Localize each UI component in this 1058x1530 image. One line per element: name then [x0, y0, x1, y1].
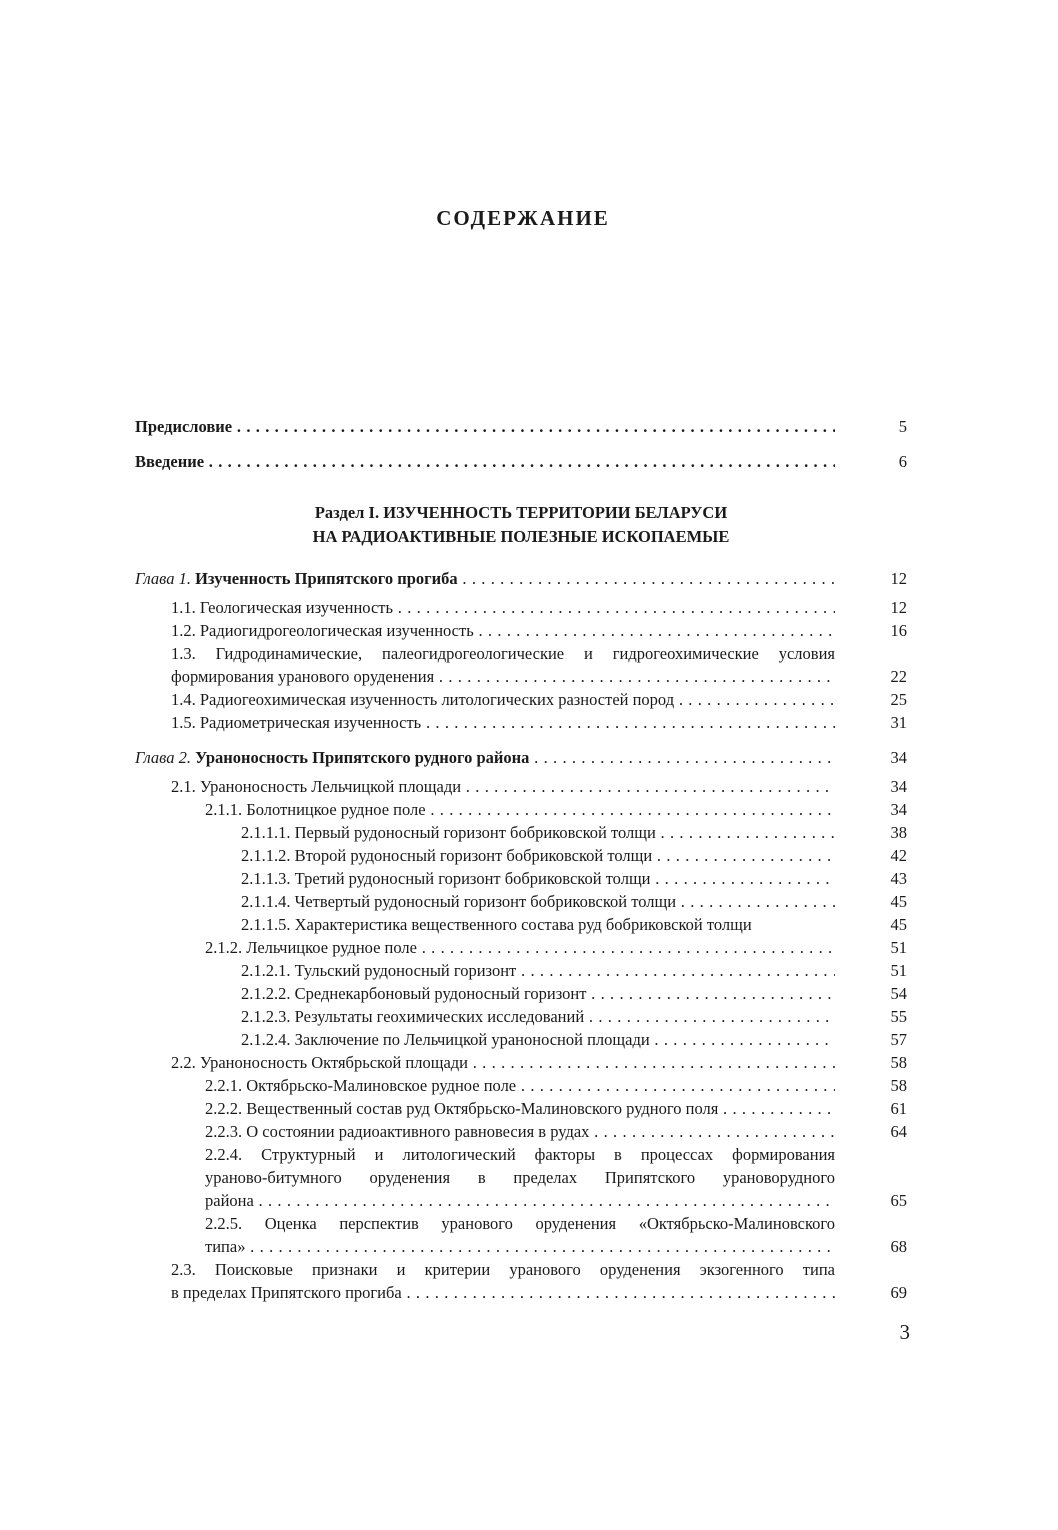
toc-entry[interactable] — [135, 982, 907, 1005]
toc-label: 2.2.3. О состоянии радиоактивного равновесия в рудах . . . — [205, 1120, 835, 1143]
toc-page: 34 — [890, 748, 907, 767]
toc-label: в пределах Припятского прогиба . . . — [171, 1281, 835, 1304]
toc-page: 68 — [890, 1237, 907, 1256]
toc-label: 2.1.2.3. Результаты геохимических исследований . . . — [241, 1005, 835, 1028]
toc-page: 45 — [890, 915, 907, 934]
toc-entry[interactable] — [135, 665, 907, 688]
toc-entry[interactable] — [135, 1281, 907, 1304]
toc-page: 57 — [890, 1030, 907, 1049]
toc-entry[interactable] — [171, 596, 907, 619]
toc-page: 45 — [890, 892, 907, 911]
toc-label: 1.2. Радиогидрогеологическая изученность . . . — [171, 619, 835, 642]
toc-entry[interactable] — [171, 619, 907, 642]
toc-page: 54 — [890, 984, 907, 1003]
toc-entry-preface[interactable] — [135, 415, 907, 438]
toc-page: 25 — [890, 690, 907, 709]
page-title: СОДЕРЖАНИЕ — [436, 206, 610, 230]
toc-label: 2.1.2. Лельчицкое рудное поле . . . — [205, 936, 835, 959]
toc-page: 61 — [890, 1099, 907, 1118]
toc-label — [135, 567, 835, 590]
toc-label: 1.1. Геологическая изученность . . . — [171, 596, 835, 619]
toc-label: района . . . — [205, 1189, 835, 1212]
toc-entry-line: 1.3. Гидродинамические, палеогидрогеологические и гидрогеохимические условия — [171, 644, 835, 663]
toc-label: формирования уранового оруденения . . . — [171, 665, 835, 688]
chapter-1-items — [171, 596, 907, 734]
toc-entry[interactable] — [135, 1097, 907, 1120]
toc-label: типа» . . . — [205, 1235, 835, 1258]
toc-entry[interactable] — [135, 867, 907, 890]
toc-label: 2.1.1.1. Первый рудоносный горизонт бобриковской толщи . . . — [241, 821, 835, 844]
toc-page: 6 — [898, 452, 907, 471]
toc-page: 58 — [890, 1076, 907, 1095]
toc-entry[interactable] — [135, 1051, 907, 1074]
chapter-title: Ураноносность Припятского рудного района — [195, 748, 530, 767]
page-number: 3 — [899, 1320, 910, 1344]
toc-entry[interactable] — [135, 1005, 907, 1028]
toc-label: 2.1.1. Болотницкое рудное поле . . . — [205, 798, 835, 821]
toc-label: 2.1.1.4. Четвертый рудоносный горизонт бобриковской толщи . . . — [241, 890, 835, 913]
toc-label: 2.2.2. Вещественный состав руд Октябрьско-Малиновского рудного поля . . . — [205, 1097, 835, 1120]
toc-page: 38 — [890, 823, 907, 842]
toc-entry[interactable] — [171, 711, 907, 734]
toc-label: 1.4. Радиогеохимическая изученность литологических разностей пород . . . — [171, 688, 835, 711]
toc-label: Введение . . . — [135, 450, 835, 473]
section-heading — [135, 501, 907, 549]
toc-entry[interactable] — [135, 1120, 907, 1143]
toc-label — [135, 746, 835, 769]
toc-page: 31 — [890, 713, 907, 732]
toc-label: 2.1.1.2. Второй рудоносный горизонт бобриковской толщи . . . — [241, 844, 835, 867]
toc-entry[interactable] — [135, 1028, 907, 1051]
toc-page: 69 — [890, 1283, 907, 1302]
toc-page: 12 — [890, 569, 907, 588]
toc-entry[interactable] — [135, 890, 907, 913]
chapter-prefix: Глава 2. — [135, 748, 191, 767]
toc-page: 42 — [890, 846, 907, 865]
toc-page: 64 — [890, 1122, 907, 1141]
toc-entry[interactable] — [135, 913, 907, 936]
toc-page: 51 — [890, 961, 907, 980]
toc-entry[interactable] — [135, 1074, 907, 1097]
toc-page: 51 — [890, 938, 907, 957]
toc-page: 65 — [890, 1191, 907, 1210]
toc-page: 16 — [890, 621, 907, 640]
toc-entry[interactable] — [135, 1189, 907, 1212]
toc-label: 2.1.1.5. Характеристика вещественного состава руд бобриковской толщи — [241, 915, 752, 934]
toc-entry-introduction[interactable] — [135, 450, 907, 473]
toc-entry-chapter-1[interactable] — [135, 567, 907, 590]
toc-page: 12 — [890, 598, 907, 617]
toc-page: 34 — [890, 777, 907, 796]
toc-entry-line: 2.2.4. Структурный и литологический факторы в процессах формирования — [205, 1145, 835, 1164]
toc-entry-line: 2.2.5. Оценка перспектив уранового оруденения «Октябрьско-Малиновского — [205, 1214, 835, 1233]
toc-entry[interactable] — [135, 936, 907, 959]
toc-entry[interactable] — [135, 821, 907, 844]
section-heading-line1: Раздел I. ИЗУЧЕННОСТЬ ТЕРРИТОРИИ БЕЛАРУСИ — [314, 503, 728, 522]
toc-page: 5 — [898, 417, 907, 436]
toc-entry[interactable] — [135, 1235, 907, 1258]
toc-page: 43 — [890, 869, 907, 888]
toc-label: 2.2.1. Октябрьско-Малиновское рудное поле . . . — [205, 1074, 835, 1097]
toc-page: 34 — [890, 800, 907, 819]
toc-page: 58 — [890, 1053, 907, 1072]
toc-label: 2.2. Ураноносность Октябрьской площади . . . — [171, 1051, 835, 1074]
toc-label: 2.1.2.2. Среднекарбоновый рудоносный горизонт . . . — [241, 982, 835, 1005]
toc-label: Предисловие . . . — [135, 415, 835, 438]
toc-label: 2.1.2.1. Тульский рудоносный горизонт . . . — [241, 959, 835, 982]
toc-entry[interactable] — [135, 844, 907, 867]
toc-label: 2.1. Ураноносность Лельчицкой площади . . . — [171, 775, 835, 798]
toc-entry-line: ураново-битумного оруденения в пределах Припятского урановорудного — [205, 1168, 835, 1187]
toc-label: 2.1.1.3. Третий рудоносный горизонт бобриковской толщи . . . — [241, 867, 835, 890]
toc-entry-line: 2.3. Поисковые признаки и критерии уранового оруденения экзогенного типа — [171, 1260, 835, 1279]
table-of-contents — [135, 415, 907, 1304]
chapter-title: Изученность Припятского прогиба — [195, 569, 458, 588]
toc-entry-chapter-2[interactable] — [135, 746, 907, 769]
toc-entry[interactable] — [135, 798, 907, 821]
toc-page: 22 — [890, 667, 907, 686]
toc-entry[interactable] — [135, 959, 907, 982]
toc-entry[interactable] — [135, 775, 907, 798]
toc-label: 1.5. Радиометрическая изученность . . . — [171, 711, 835, 734]
toc-page: 55 — [890, 1007, 907, 1026]
section-heading-line2: НА РАДИОАКТИВНЫЕ ПОЛЕЗНЫЕ ИСКОПАЕМЫЕ — [312, 527, 730, 546]
toc-entry[interactable] — [171, 688, 907, 711]
chapter-prefix: Глава 1. — [135, 569, 191, 588]
toc-label: 2.1.2.4. Заключение по Лельчицкой ураноносной площади . . . — [241, 1028, 835, 1051]
